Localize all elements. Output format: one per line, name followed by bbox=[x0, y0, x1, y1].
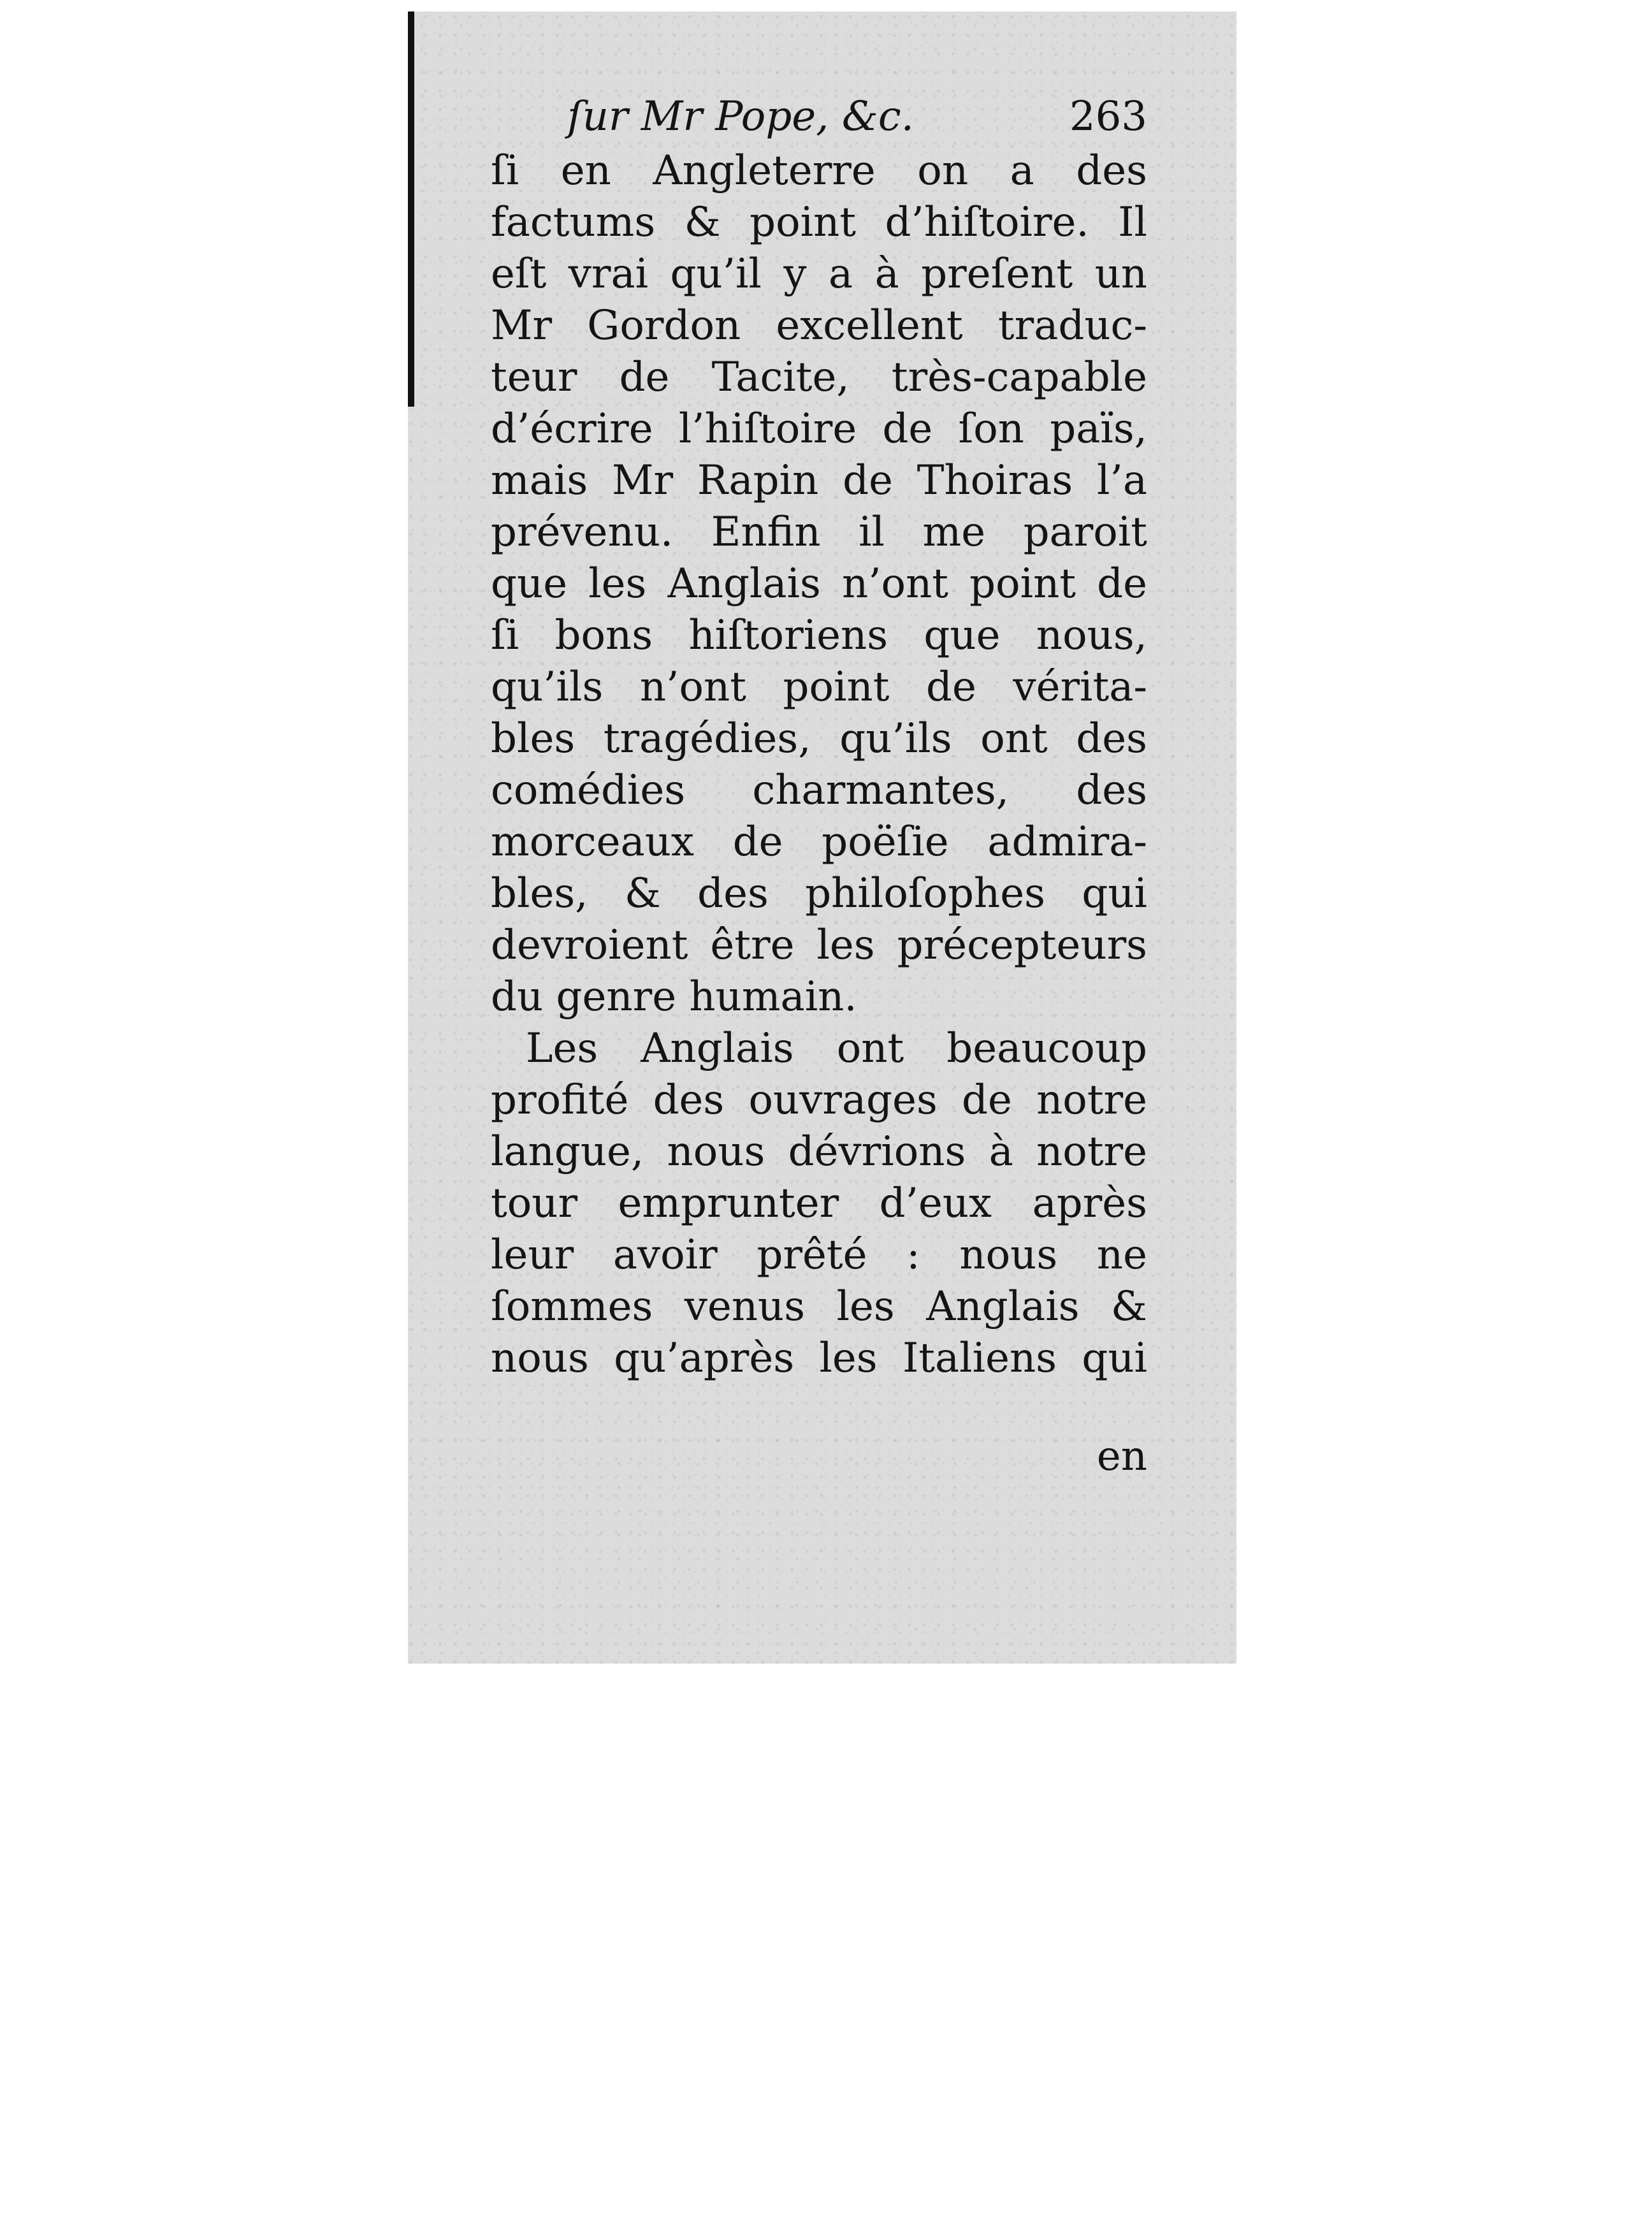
text-line: bles tragédies, qu’ils ont des bbox=[491, 715, 1147, 762]
text-line: teur de Tacite, très-capable bbox=[491, 354, 1147, 401]
catchword: en bbox=[1096, 1433, 1147, 1480]
binding-edge bbox=[408, 11, 414, 407]
text-line: leur avoir prêté : nous ne bbox=[491, 1231, 1147, 1279]
text-line: ſi en Angleterre on a des bbox=[491, 147, 1147, 194]
running-head bbox=[408, 93, 1147, 150]
text-line: qu’ils n’ont point de vérita- bbox=[491, 664, 1147, 711]
text-line: devroient être les précepteurs bbox=[491, 922, 1147, 969]
text-line: ſi bons hiſtoriens que nous, bbox=[491, 612, 1147, 659]
text-line: du genre humain. bbox=[491, 973, 857, 1020]
text-line: prévenu. Enfin il me paroit bbox=[491, 509, 1147, 556]
text-line: factums & point d’hiſtoire. Il bbox=[491, 199, 1147, 246]
text-line: Les Anglais ont beaucoup bbox=[526, 1025, 1147, 1072]
text-line: ſommes venus les Anglais & bbox=[491, 1283, 1147, 1330]
text-line: mais Mr Rapin de Thoiras l’a bbox=[491, 457, 1147, 504]
text-line: d’écrire l’hiſtoire de ſon païs, bbox=[491, 405, 1147, 453]
page-number: 263 bbox=[1069, 93, 1147, 140]
text-line: eſt vrai qu’il y a à preſent un bbox=[491, 250, 1147, 298]
body-text bbox=[491, 145, 1147, 1384]
text-line: profité des ouvrages de notre bbox=[491, 1077, 1147, 1124]
text-line: langue, nous dévrions à notre bbox=[491, 1128, 1147, 1175]
text-line: Mr Gordon excellent traduc- bbox=[491, 302, 1147, 349]
running-head-title: ſur Mr Pope, &c. bbox=[567, 93, 914, 140]
text-line: nous qu’après les Italiens qui bbox=[491, 1335, 1147, 1382]
text-line: tour emprunter d’eux après bbox=[491, 1180, 1147, 1227]
scanned-page bbox=[408, 11, 1236, 1664]
text-line: que les Anglais n’ont point de bbox=[491, 560, 1147, 607]
text-line: bles, & des philoſophes qui bbox=[491, 870, 1147, 917]
text-line: morceaux de poëſie admira- bbox=[491, 818, 1147, 866]
text-line: comédies charmantes, des bbox=[491, 767, 1147, 814]
